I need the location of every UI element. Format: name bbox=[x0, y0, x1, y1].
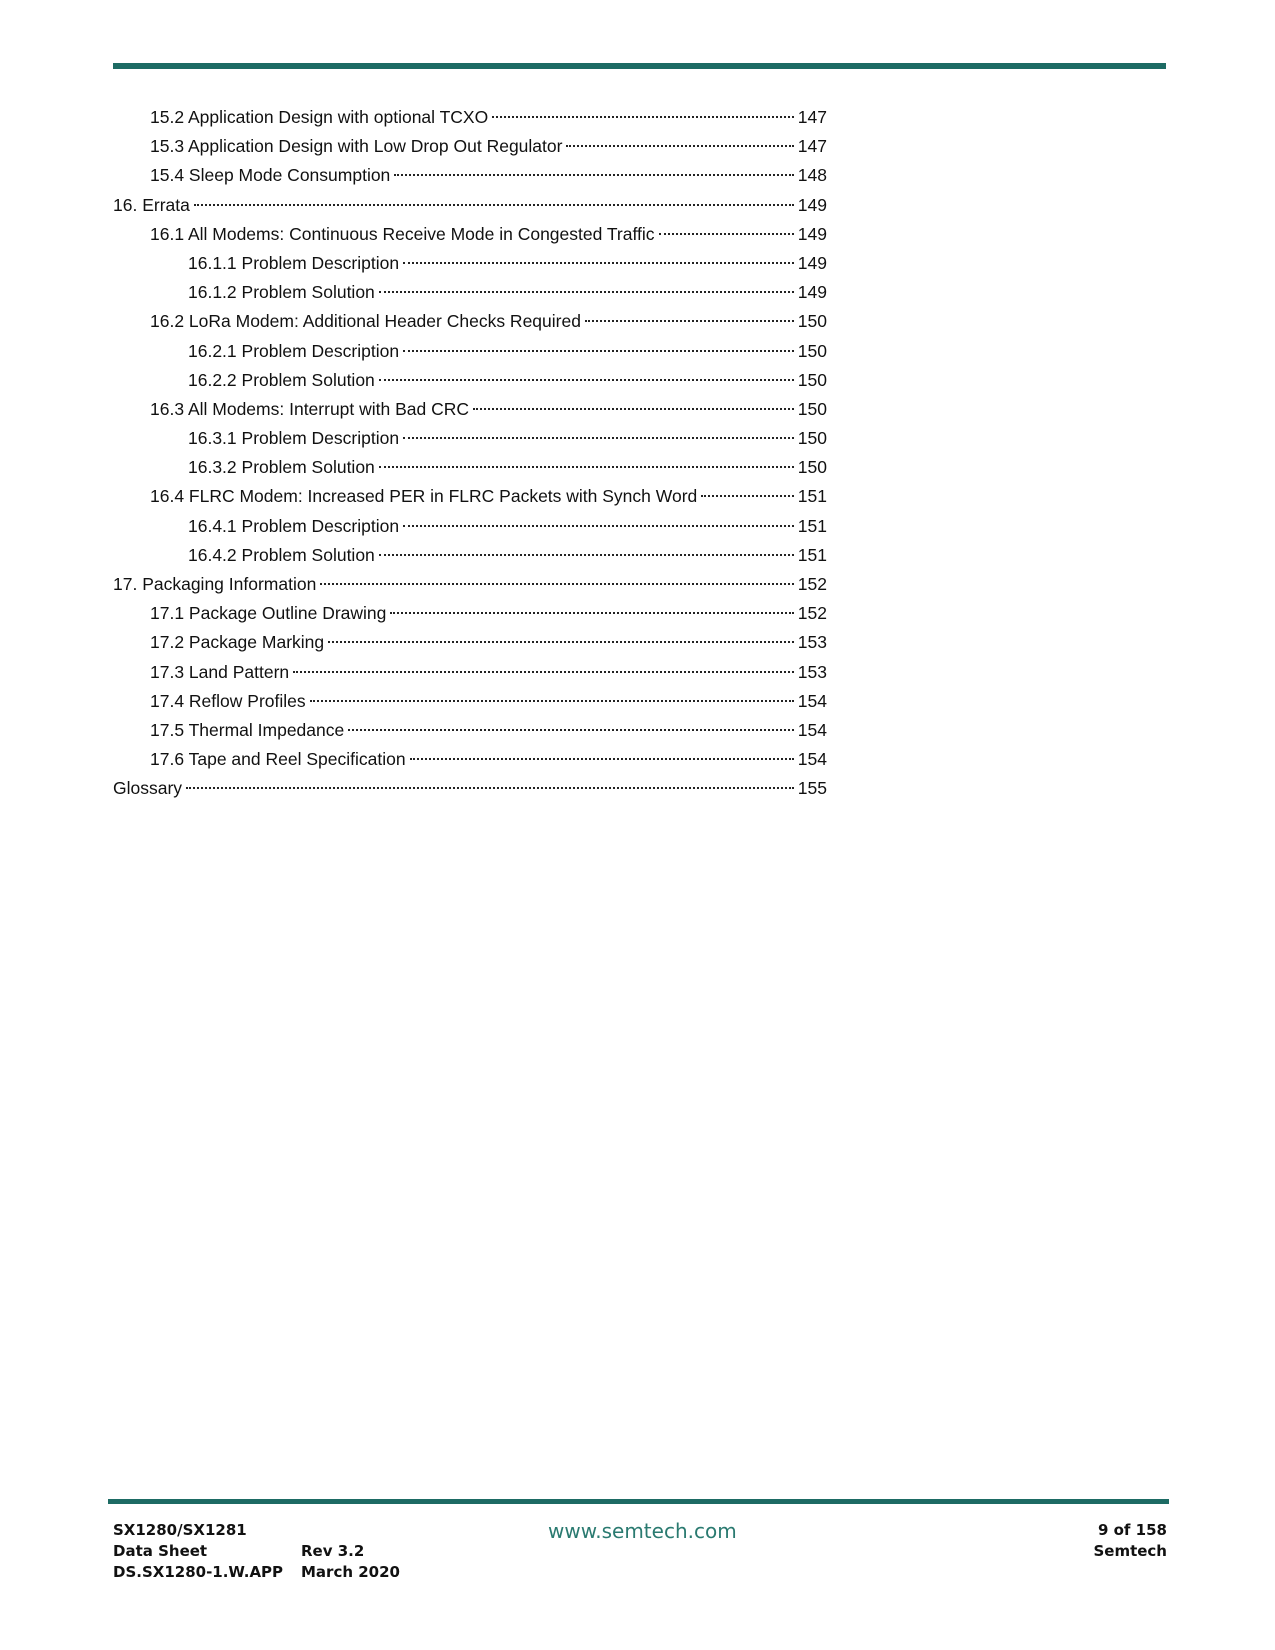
toc-dot-leader bbox=[379, 291, 794, 293]
toc-entry-title: 16. Errata bbox=[113, 194, 190, 215]
toc-entry-page: 153 bbox=[797, 661, 827, 682]
toc-dot-leader bbox=[403, 262, 794, 264]
toc-dot-leader bbox=[379, 554, 794, 556]
toc-dot-leader bbox=[566, 145, 794, 147]
toc-dot-leader bbox=[186, 787, 794, 789]
toc-dot-leader bbox=[348, 729, 794, 731]
toc-dot-leader bbox=[403, 437, 794, 439]
toc-entry[interactable] bbox=[113, 541, 827, 570]
toc-dot-leader bbox=[310, 700, 794, 702]
toc-entry-title: 16.3.2 Problem Solution bbox=[188, 457, 375, 478]
toc-dot-leader bbox=[194, 204, 794, 206]
toc-entry-page: 152 bbox=[797, 574, 827, 594]
toc-dot-leader bbox=[410, 758, 794, 760]
toc-entry-title: 16.1.1 Problem Description bbox=[188, 252, 400, 273]
toc-dot-leader bbox=[659, 233, 794, 235]
toc-entry-page: 151 bbox=[797, 544, 827, 565]
toc-entry-title: 16.3.1 Problem Description bbox=[188, 428, 400, 449]
toc-entry-title: 15.4 Sleep Mode Consumption bbox=[150, 165, 391, 186]
toc-dot-leader bbox=[701, 495, 794, 497]
toc-dot-leader bbox=[390, 612, 794, 614]
toc-entry[interactable] bbox=[113, 658, 827, 687]
footer-website-link[interactable]: www.semtech.com bbox=[548, 1519, 737, 1543]
toc-dot-leader bbox=[379, 466, 794, 468]
toc-entry-page: 150 bbox=[797, 428, 827, 449]
toc-entry-title: 17.5 Thermal Impedance bbox=[150, 719, 345, 740]
toc-entry-page: 150 bbox=[797, 457, 827, 478]
toc-entry[interactable] bbox=[113, 482, 827, 511]
toc-entry[interactable] bbox=[113, 366, 827, 395]
toc-entry-title: 16.3 All Modems: Interrupt with Bad CRC bbox=[150, 398, 470, 419]
toc-entry-page: 151 bbox=[797, 486, 827, 507]
toc-entry-page: 147 bbox=[797, 136, 827, 157]
toc-dot-leader bbox=[403, 350, 794, 352]
toc-entry-title: 17.6 Tape and Reel Specification bbox=[150, 749, 406, 770]
toc-entry[interactable] bbox=[113, 424, 827, 453]
footer-date: March 2020 bbox=[301, 1563, 400, 1581]
toc-entry-title: 16.4.1 Problem Description bbox=[188, 515, 400, 536]
toc-entry-page: 150 bbox=[797, 398, 827, 419]
toc-entry-page: 152 bbox=[797, 603, 827, 624]
toc-entry-title: 16.1.2 Problem Solution bbox=[188, 282, 375, 303]
toc-entry[interactable] bbox=[113, 220, 827, 249]
toc-entry[interactable] bbox=[113, 599, 827, 628]
toc-entry[interactable] bbox=[113, 570, 827, 599]
toc-entry-title: 17. Packaging Information bbox=[113, 574, 317, 594]
toc-entry[interactable] bbox=[113, 774, 827, 803]
toc-entry[interactable] bbox=[113, 745, 827, 774]
toc-entry[interactable] bbox=[113, 307, 827, 336]
toc-dot-leader bbox=[328, 641, 794, 643]
toc-entry-page: 154 bbox=[797, 690, 827, 711]
toc-entry-page: 149 bbox=[797, 282, 827, 303]
toc-entry-page: 149 bbox=[797, 223, 827, 244]
footer-page-info bbox=[1093, 1520, 1167, 1562]
toc-entry[interactable] bbox=[113, 103, 827, 132]
footer-company: Semtech bbox=[1093, 1542, 1167, 1560]
toc-entry-page: 149 bbox=[797, 252, 827, 273]
toc-entry-title: 16.4.2 Problem Solution bbox=[188, 544, 375, 565]
toc-entry-page: 148 bbox=[797, 165, 827, 186]
toc-entry-title: 16.1 All Modems: Continuous Receive Mode in Congested Traffic bbox=[150, 223, 655, 244]
toc-entry-title: 16.2.1 Problem Description bbox=[188, 340, 400, 361]
footer-doc-type: Data Sheet bbox=[113, 1542, 208, 1560]
footer-doc-info bbox=[113, 1520, 283, 1583]
toc-entry-title: 15.3 Application Design with Low Drop Out Regulator bbox=[150, 136, 563, 157]
toc-entry-page: 153 bbox=[797, 632, 827, 653]
toc-entry[interactable] bbox=[113, 687, 827, 716]
footer-page-number: 9 of 158 bbox=[1097, 1521, 1167, 1539]
toc-entry-page: 150 bbox=[797, 369, 827, 390]
toc-entry[interactable] bbox=[113, 716, 827, 745]
toc-entry-title: 16.2.2 Problem Solution bbox=[188, 369, 375, 390]
toc-entry-page: 154 bbox=[797, 749, 827, 770]
footer-product: SX1280/SX1281 bbox=[113, 1521, 247, 1539]
toc-entry[interactable] bbox=[113, 249, 827, 278]
toc-dot-leader bbox=[403, 525, 794, 527]
toc-entry[interactable] bbox=[113, 132, 827, 161]
toc-dot-leader bbox=[293, 671, 794, 673]
toc-entry[interactable] bbox=[113, 191, 827, 220]
toc-entry-page: 150 bbox=[797, 311, 827, 332]
header-rule bbox=[113, 63, 1166, 69]
toc-entry-title: 15.2 Application Design with optional TCXO bbox=[150, 107, 489, 127]
toc-entry[interactable] bbox=[113, 395, 827, 424]
toc-dot-leader bbox=[492, 116, 794, 118]
toc-entry-title: 17.1 Package Outline Drawing bbox=[150, 603, 387, 624]
toc-entry[interactable] bbox=[113, 628, 827, 657]
footer-revision-info bbox=[301, 1541, 400, 1583]
toc-entry-title: 16.2 LoRa Modem: Additional Header Checks Required bbox=[150, 311, 581, 332]
toc-entry-page: 155 bbox=[797, 778, 827, 799]
toc-dot-leader bbox=[585, 320, 794, 322]
toc-entry[interactable] bbox=[113, 453, 827, 482]
toc-entry[interactable] bbox=[113, 512, 827, 541]
toc-entry-title: Glossary bbox=[113, 778, 183, 799]
toc-dot-leader bbox=[473, 408, 794, 410]
footer-rule bbox=[108, 1499, 1169, 1504]
toc-dot-leader bbox=[379, 379, 794, 381]
toc-entry-page: 149 bbox=[797, 194, 827, 215]
toc-entry[interactable] bbox=[113, 278, 827, 307]
toc-entry-page: 147 bbox=[797, 107, 827, 127]
toc-entry-title: 17.2 Package Marking bbox=[150, 632, 325, 653]
toc-entry-page: 154 bbox=[797, 719, 827, 740]
table-of-contents bbox=[113, 103, 827, 804]
footer-doc-id: DS.SX1280-1.W.APP bbox=[113, 1563, 284, 1581]
toc-entry-page: 151 bbox=[797, 515, 827, 536]
toc-entry-page: 150 bbox=[797, 340, 827, 361]
toc-entry-title: 17.4 Reflow Profiles bbox=[150, 690, 306, 711]
toc-dot-leader bbox=[320, 583, 794, 585]
toc-entry[interactable] bbox=[113, 337, 827, 366]
toc-entry-title: 16.4 FLRC Modem: Increased PER in FLRC Packets with Synch Word bbox=[150, 486, 698, 507]
footer-revision: Rev 3.2 bbox=[301, 1542, 365, 1560]
toc-entry[interactable] bbox=[113, 161, 827, 190]
toc-dot-leader bbox=[394, 174, 794, 176]
toc-entry-title: 17.3 Land Pattern bbox=[150, 661, 290, 682]
